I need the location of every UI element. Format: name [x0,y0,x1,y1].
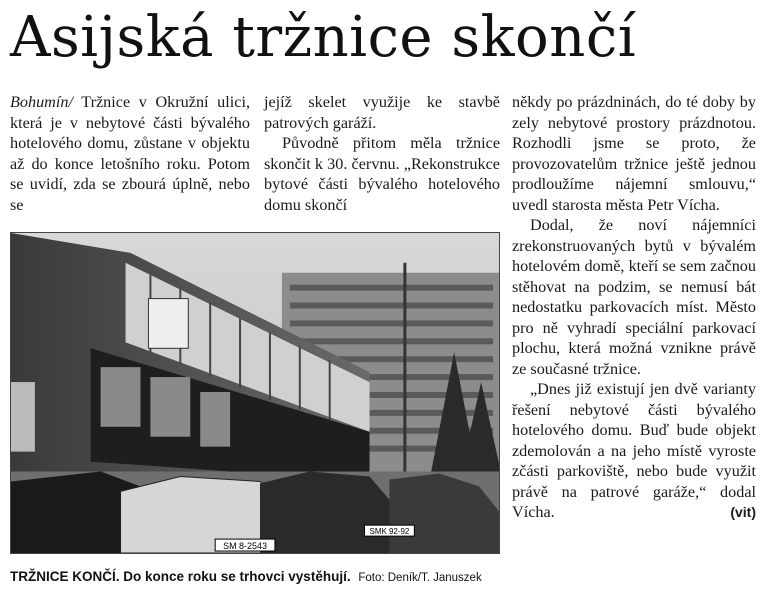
market-building-photo [11,233,499,553]
shop-sign [148,299,188,349]
paragraph [512,379,756,523]
lamp-post [403,263,406,482]
dateline-place: Bohumín/ [10,93,73,111]
paragraph: jejíž skelet využije ke stavbě patrových garáží. [264,93,500,132]
article-column-2 [264,92,500,215]
paragraph-text: Tržnice v Okružní ulici, která je v nebytové části bývalého hotelového domu, zůstane v objektu až do konce letošního roku. Potom se uvidí, zda se zbourá úplně, nebo se [10,93,250,214]
article-column-1 [10,92,250,215]
caption-text: Do konce roku se trhovci vystěhují. [119,569,351,584]
license-plate: SMK 92-92 [369,527,410,537]
paragraph [10,92,250,215]
paragraph: Původně přitom měla tržnice skončit k 30. červnu. „Rekonstrukce bytové části bývalého hotelového domu skončí [264,134,500,214]
photo-caption [10,566,510,592]
author-signature: (vit) [730,504,756,520]
street-sign [11,382,35,452]
photo-credit: Foto: Deník/T. Januszek [358,572,482,584]
article-column-3 [512,92,756,523]
paragraph: Dodal, že noví nájemníci zrekonstruovaných bytů v bývalém hotelovém domě, kteří se sem začnou stěhovat na podzim, se nemusí bát nedostatku parkovacích míst. Město pro ně vyhradí speciální parkovací plochu, která možná vznikne právě ze současné tržnice. [512,216,756,378]
article-photo [10,232,500,554]
license-plate: SM 8-2543 [223,541,267,552]
paragraph-text: „Dnes již existují jen dvě varianty řešení nebytové části bývalého hotelového domu. Buď bude objekt zdemolován a na jeho místě vyroste zčásti parkoviště, nebo bude využit právě na patrové garáže,“ dodal Vícha. [512,380,756,521]
paragraph: někdy po prázdninách, do té doby by zely nebytové prostory prázdnotou. Rozhodli jsme se proto, že provozovatelům tržnice ještě jednou prodloužíme nájemní smlouvu,“ uvedl starosta města Petr Vícha. [512,93,756,214]
caption-lead: TRŽNICE KONČÍ. [10,569,120,584]
headline: Asijská tržnice skončí [10,5,637,70]
parked-cars [11,472,499,553]
